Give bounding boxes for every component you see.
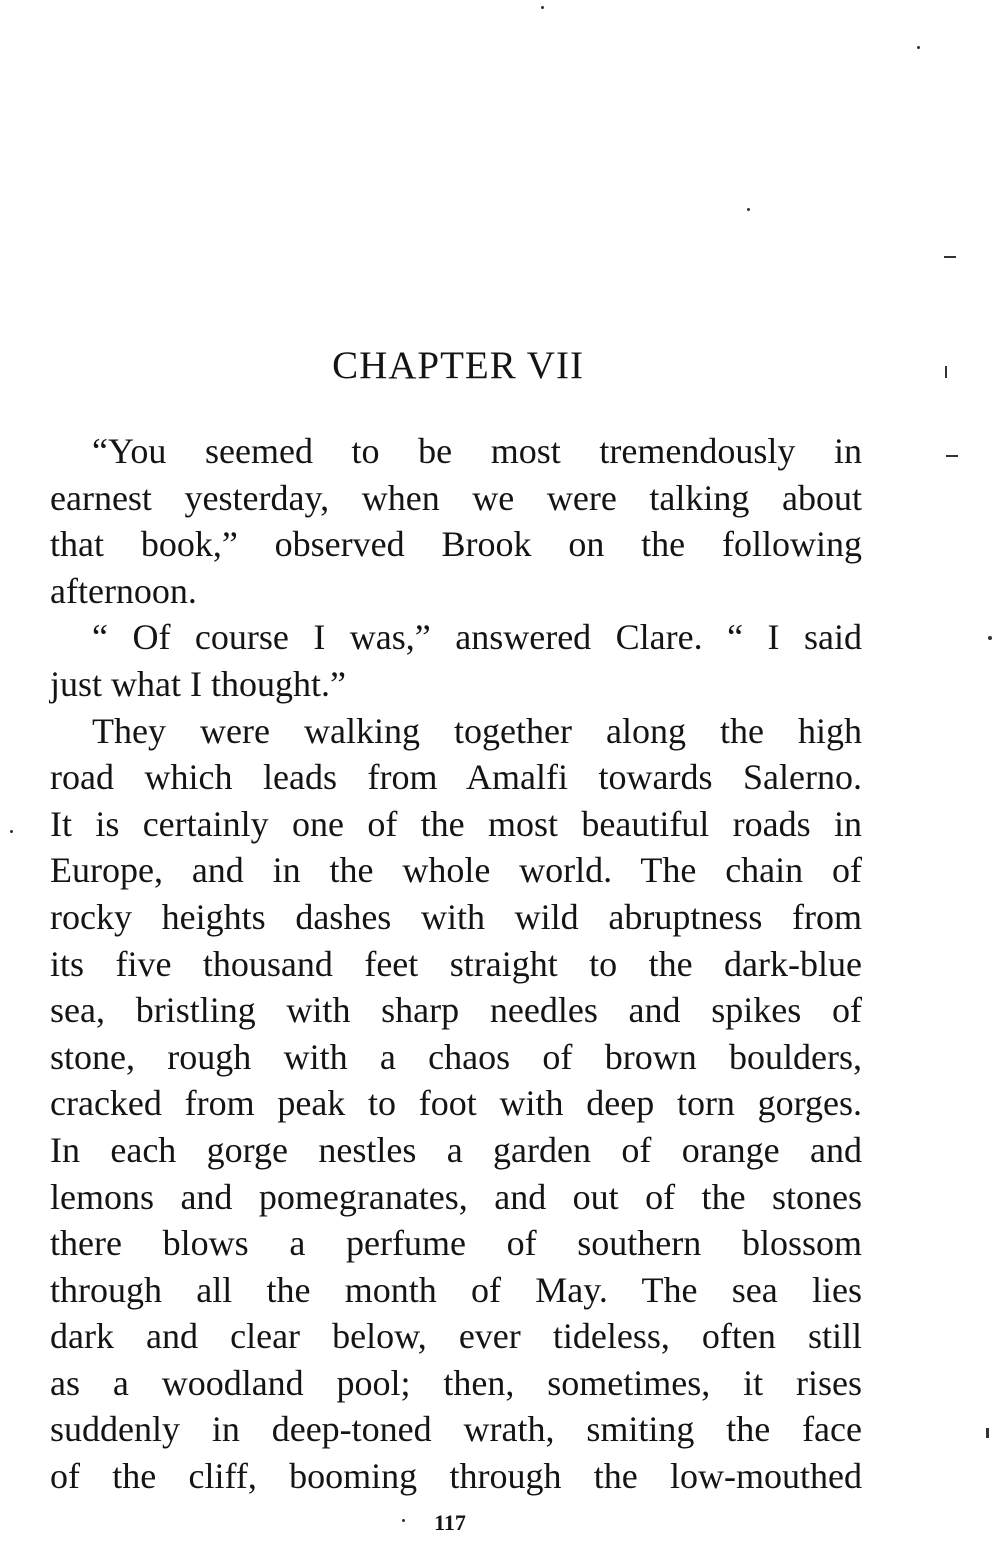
chapter-heading: CHAPTER VII: [332, 344, 584, 387]
scan-speck: [10, 830, 13, 833]
page-number: 117: [434, 1510, 466, 1535]
chapter-body-text: [50, 428, 862, 1500]
text-line: of the cliff, booming through the low-mouthed: [50, 1456, 862, 1497]
text-line: as a woodland pool; then, sometimes, it rises: [50, 1362, 862, 1403]
text-line: its five thousand feet straight to the dark-blue: [50, 943, 862, 984]
scan-speck: [946, 455, 958, 457]
text-line: They were walking together along the high: [92, 710, 862, 751]
scan-speck: [541, 6, 544, 9]
text-line: dark and clear below, ever tideless, often still: [50, 1316, 862, 1357]
text-line: stone, rough with a chaos of brown boulders,: [50, 1036, 862, 1077]
text-line: It is certainly one of the most beautiful roads in: [50, 803, 862, 844]
text-line: sea, bristling with sharp needles and spikes of: [50, 990, 862, 1031]
scan-speck: [747, 208, 750, 211]
text-line: there blows a perfume of southern blossom: [50, 1223, 862, 1264]
scan-speck: [944, 256, 956, 258]
text-line: suddenly in deep-toned wrath, smiting the face: [50, 1409, 862, 1450]
scan-speck: [402, 1519, 405, 1522]
scan-speck: [986, 1428, 989, 1438]
text-line: that book,” observed Brook on the following: [50, 524, 862, 565]
text-line: rocky heights dashes with wild abruptness from: [50, 896, 862, 937]
text-line: In each gorge nestles a garden of orange and: [50, 1129, 862, 1170]
text-line: just what I thought.”: [50, 663, 346, 704]
text-line: Europe, and in the whole world. The chain of: [50, 850, 862, 891]
text-line: earnest yesterday, when we were talking about: [50, 477, 862, 518]
scan-speck: [945, 366, 947, 378]
text-line: “You seemed to be most tremendously in: [92, 431, 862, 471]
text-line: through all the month of May. The sea lies: [50, 1269, 862, 1310]
text-line: lemons and pomegranates, and out of the stones: [50, 1176, 862, 1217]
text-line: “ Of course I was,” answered Clare. “ I said: [92, 617, 862, 658]
text-line: cracked from peak to foot with deep torn gorges.: [50, 1083, 862, 1124]
text-line: afternoon.: [50, 570, 197, 611]
scan-speck: [917, 46, 920, 49]
text-line: road which leads from Amalfi towards Salerno.: [50, 757, 862, 798]
scan-speck: [988, 636, 992, 640]
